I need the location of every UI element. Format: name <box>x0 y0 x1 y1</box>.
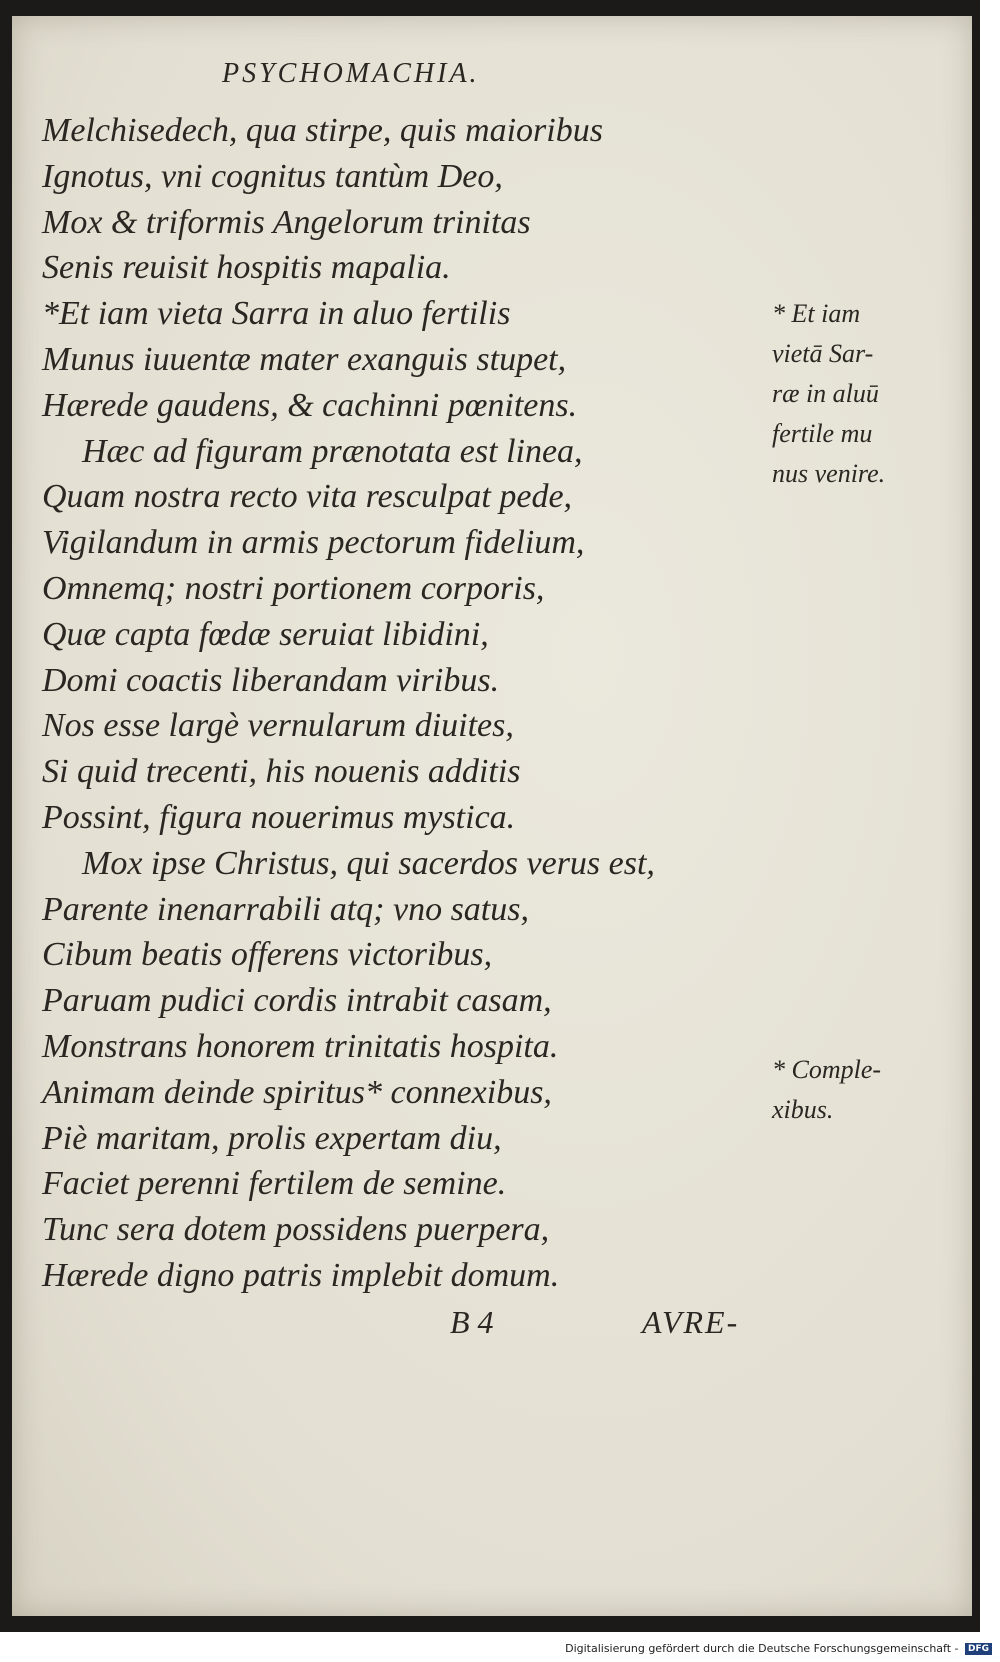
verse-line: *Et iam vieta Sarra in aluo fertilis <box>42 295 511 333</box>
verse-list <box>42 108 655 1299</box>
signature-mark: B 4 <box>450 1304 494 1340</box>
marginal-note <box>772 294 885 494</box>
credit-text: Digitalisierung gefördert durch die Deutsche Forschungsgemeinschaft - <box>565 1642 959 1655</box>
verse-line: Si quid trecenti, his nouenis additis <box>42 753 521 791</box>
verse-line: Tunc sera dotem possidens puerpera, <box>42 1211 550 1249</box>
marginal-note-line: vietā Sar- <box>772 339 874 368</box>
verse-line: Domi coactis liberandam viribus. <box>42 661 500 699</box>
verse-line: Senis reuisit hospitis mapalia. <box>42 249 451 287</box>
marginal-note-line: fertile mu <box>772 419 873 448</box>
digitization-credit <box>565 1642 992 1655</box>
verse-line: Quæ capta fœdæ seruiat libidini, <box>42 615 489 653</box>
marginal-note-line: nus venire. <box>772 459 886 488</box>
verse-line: Possint, figura nouerimus mystica. <box>42 798 516 836</box>
verse-line: Vigilandum in armis pectorum fidelium, <box>42 524 585 562</box>
verse-line: Munus iuuentæ mater exanguis stupet, <box>42 340 567 378</box>
verse-line: Parente inenarrabili atq; vno satus, <box>42 890 529 928</box>
marginal-note <box>772 1050 881 1130</box>
verse-line: Quam nostra recto vita resculpat pede, <box>42 478 573 516</box>
verse-line: Hæc ad figuram prænotata est linea, <box>82 432 583 470</box>
book-page <box>12 16 972 1616</box>
verse-line: Ignotus, vni cognitus tantùm Deo, <box>42 157 503 195</box>
marginal-note-line: xibus. <box>772 1095 834 1124</box>
verse-line: Omnemq; nostri portionem corporis, <box>42 569 545 607</box>
marginal-note-line: ræ in aluū <box>772 379 879 408</box>
verse-line: Paruam pudici cordis intrabit casam, <box>42 982 552 1020</box>
verse-line: Hærede digno patris implebit domum. <box>42 1256 560 1294</box>
marginal-note-line: * Et iam <box>772 299 861 328</box>
verse-line: Hærede gaudens, & cachinni pœnitens. <box>42 386 578 424</box>
dfg-logo: DFG <box>965 1643 992 1655</box>
verse-line: Monstrans honorem trinitatis hospita. <box>42 1027 559 1065</box>
verse-line: Animam deinde spiritus* connexibus, <box>42 1073 552 1111</box>
verse-line: Mox ipse Christus, qui sacerdos verus est, <box>82 844 655 882</box>
running-head: PSYCHOMACHIA. <box>222 58 480 89</box>
catchword: AVRE- <box>642 1304 740 1340</box>
verse-line: Cibum beatis offerens victoribus, <box>42 936 493 974</box>
verse-line: Faciet perenni fertilem de semine. <box>42 1165 507 1203</box>
marginal-note-line: * Comple- <box>772 1055 882 1084</box>
verse-line: Melchisedech, qua stirpe, quis maioribus <box>42 112 603 149</box>
verse-line: Piè maritam, prolis expertam diu, <box>42 1119 502 1157</box>
verse-line: Nos esse largè vernularum diuites, <box>42 707 514 745</box>
verse-line: Mox & triformis Angelorum trinitas <box>42 203 531 241</box>
